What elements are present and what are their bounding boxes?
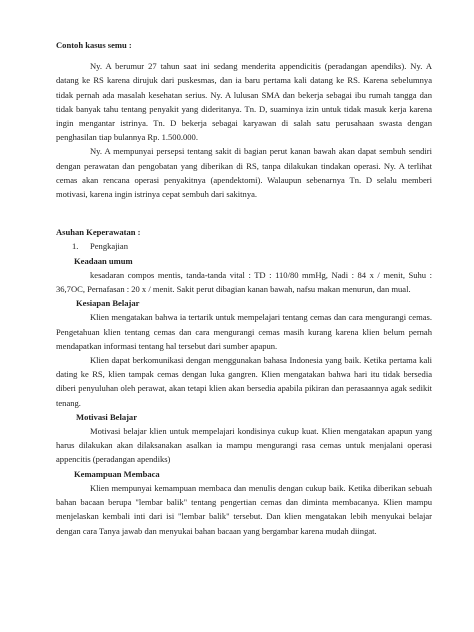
askep-heading: Asuhan Keperawatan :	[56, 227, 141, 238]
kesiapan-paragraph-1: Klien mengatakan bahwa ia tertarik untuk mempelajari tentang cemas dan cara mengurangi cemas. Pengetahuan klien tentang cemas dan cara mengurangi cemas masih kurang karena klien belum pernah mendapatkan informasi tentang hal tersebut dari sumber apapun.	[56, 312, 432, 351]
kemampuan-paragraph: Klien mempunyai kemampuan membaca dan menulis dengan cukup baik. Ketika diberikan sebuah bahan bacaan berupa "lembar balik" tentang pengertian cemas dan diminta membacanya. Klien mampu menjelaskan kembali inti dari isi "lembar balik" tersebut. Dan klien mengatakan lebih menyukai belajar dengan cara Tanya jawab dan menyukai bahan bacaan yang bergambar karena mudah diingat.	[56, 482, 432, 536]
list-number: 1.	[72, 241, 79, 252]
motivasi-paragraph: Motivasi belajar klien untuk mempelajari kondisinya cukup kuat. Klien mengatakan apapun yang harus dilakukan akan dilaksanakan asalkan ia mampu mengurangi rasa cemas untuk menjalani operasi appencitis (peradangan apendiks)	[56, 426, 432, 465]
keadaan-heading: Keadaan umum	[74, 255, 133, 266]
list-item-pengkajian	[56, 239, 432, 253]
motivasi-heading: Motivasi Belajar	[76, 411, 138, 422]
case-heading: Contoh kasus semu :	[56, 40, 132, 50]
kesiapan-heading: Kesiapan Belajar	[76, 298, 140, 309]
kemampuan-heading: Kemampuan Membaca	[74, 468, 160, 479]
case-paragraph-1: Ny. A berumur 27 tahun saat ini sedang menderita appendicitis (peradangan apendiks). Ny. A datang ke RS karena dirujuk dari puskesmas, dan ia baru pertama kali datang ke RS. Karena sebelumnya tidak pernah ada masalah kesehatan serius. Ny. A lulusan SMA dan bekerja sebagai ibu rumah tangga dan tidak banyak tahu tentang penyakit yang dideritanya. Tn. D, suaminya izin untuk tidak masuk kerja karena ingin mengantar istrinya. Tn. D bekerja sebagai karyawan di salah satu perusahaan swasta dengan penghasilan tiap bulannya Rp. 1.500.000.	[56, 61, 432, 143]
keadaan-text: kesadaran compos mentis, tanda-tanda vital : TD : 110/80 mmHg, Nadi : 84 x / menit, Suhu : 36,7OC, Pernafasan : 20 x / menit. Sakit perut dibagian kanan bawah, nafsu makan menurun, dan mual.	[56, 269, 432, 295]
case-paragraph-2: Ny. A mempunyai persepsi tentang sakit di bagian perut kanan bawah akan dapat sembuh sendiri dengan perawatan dan pengobatan yang diberikan di RS, tanpa dilakukan tindakan operasi. Ny. A terlihat cemas akan rencana operasi penyakitnya (apendektomi). Walaupun sebenarnya Tn. D selalu memberi motivasi, karena ingin istrinya cepat sembuh dari sakitnya.	[56, 146, 432, 200]
kesiapan-paragraph-2: Klien dapat berkomunikasi dengan menggunakan bahasa Indonesia yang baik. Ketika pertama kali dating ke RS, klien tampak cemas dengan luka gangren. Klien mengatakan bahwa hari itu tidak bersedia diberi penyuluhan oleh perawat, akan tetapi klien akan bersedia apabila pikiran dan perasaannya agak sedikit tenang.	[56, 355, 432, 408]
list-label: Pengkajian	[90, 241, 128, 252]
